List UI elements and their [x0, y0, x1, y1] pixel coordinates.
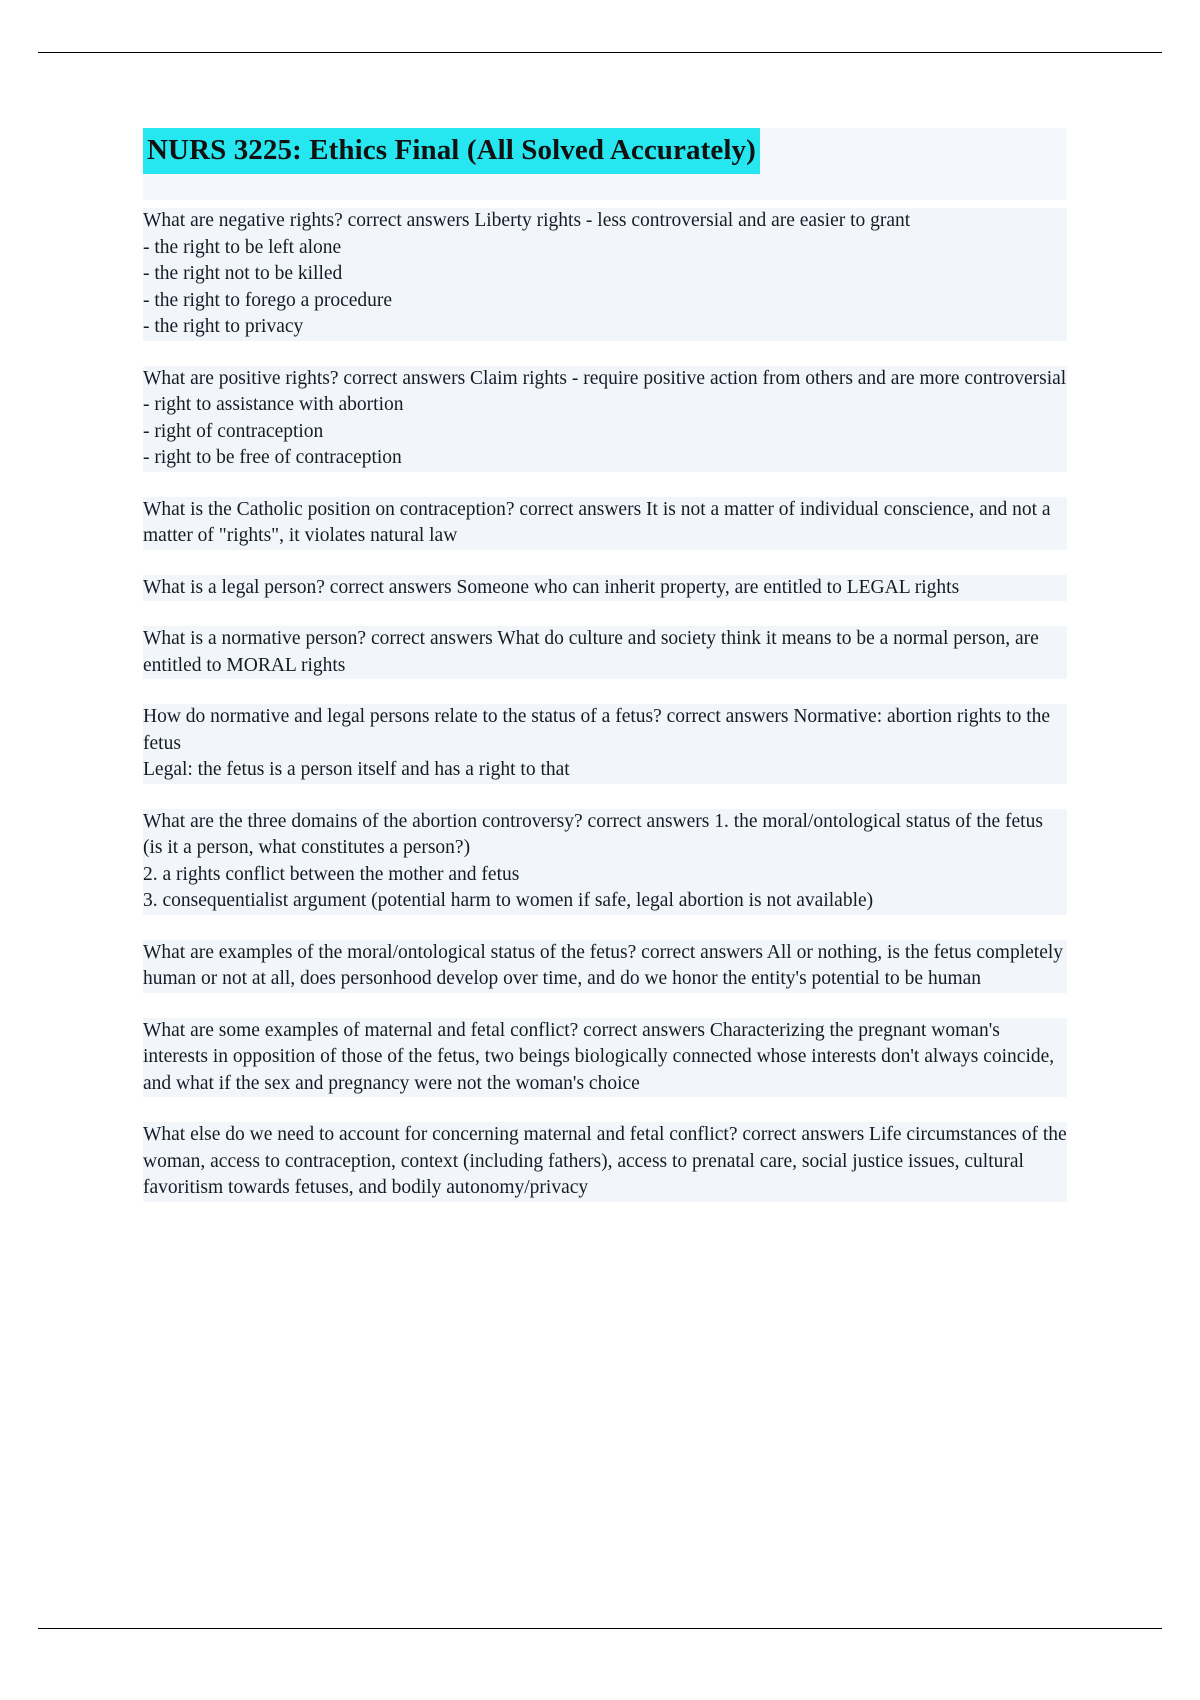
qa-entry-line: - the right to forego a procedure — [143, 289, 393, 311]
qa-entry-line: What are positive rights? correct answers Claim rights - require positive action from others and are more controversial — [143, 367, 1067, 389]
page-title: NURS 3225: Ethics Final (All Solved Accurately) — [143, 128, 760, 174]
qa-entry-line: What are the three domains of the abortion controversy? correct answers 1. the moral/ontological status of the fetus (is it a person, what constitutes a person?) — [143, 810, 1048, 858]
qa-entry-line: What are negative rights? correct answers Liberty rights - less controversial and are easier to grant — [143, 210, 911, 231]
qa-entry — [143, 575, 1067, 602]
qa-entry-line: What is the Catholic position on contraception? correct answers It is not a matter of individual conscience, and not a matter of "rights", it violates natural law — [143, 498, 1056, 546]
qa-entry-line: 3. consequentialist argument (potential harm to women if safe, legal abortion is not available) — [143, 890, 874, 911]
qa-entry-line: What are examples of the moral/ontological status of the fetus? correct answers All or nothing, is the fetus completely human or not at all, does personhood develop over time, and do we honor the entity's potential to be human — [143, 941, 1068, 989]
qa-entry — [143, 1122, 1072, 1202]
title-band — [143, 128, 1067, 200]
qa-entry-line: Legal: the fetus is a person itself and has a right to that — [143, 759, 570, 780]
qa-entry — [143, 940, 1067, 993]
qa-entry — [143, 1018, 1067, 1098]
qa-entry-line: - the right to privacy — [143, 316, 304, 337]
page-bottom-rule — [38, 1628, 1162, 1629]
qa-entry — [143, 366, 1067, 472]
qa-entry-line: - right of contraception — [143, 420, 324, 442]
qa-entry — [143, 704, 1067, 784]
document-content — [143, 128, 1072, 1202]
qa-entry-line: 2. a rights conflict between the mother and fetus — [143, 863, 520, 885]
qa-entry-line: What else do we need to account for concerning maternal and fetal conflict? correct answers Life circumstances of the woman, access to contraception, context (including fathers), access to prenatal care, social justice issues, cultural favoritism towards fetuses, and bodily autonomy/privacy — [143, 1124, 1072, 1198]
qa-entry-line: How do normative and legal persons relate to the status of a fetus? correct answers Normative: abortion rights to the fetus — [143, 706, 1055, 754]
qa-entry-line: - the right to be left alone — [143, 236, 342, 258]
qa-entry — [143, 809, 1067, 915]
qa-entry — [143, 626, 1067, 679]
page-top-rule — [38, 52, 1162, 53]
qa-entry-line: What are some examples of maternal and fetal conflict? correct answers Characterizing the pregnant woman's interests in opposition of those of the fetus, two beings biologically connected whose interests don't always coincide, and what if the sex and pregnancy were not the woman's choice — [143, 1019, 1060, 1094]
qa-entry-line: What is a legal person? correct answers Someone who can inherit property, are entitled to LEGAL rights — [143, 576, 960, 598]
qa-entry — [143, 497, 1067, 550]
qa-entry-list — [143, 208, 1072, 1202]
qa-entry-line: - right to assistance with abortion — [143, 394, 404, 415]
qa-entry-line: What is a normative person? correct answers What do culture and society think it means to be a normal person, are entitled to MORAL rights — [143, 628, 1044, 676]
qa-entry-line: - right to be free of contraception — [143, 447, 402, 468]
qa-entry — [143, 208, 1067, 341]
qa-entry-line: - the right not to be killed — [143, 263, 343, 284]
